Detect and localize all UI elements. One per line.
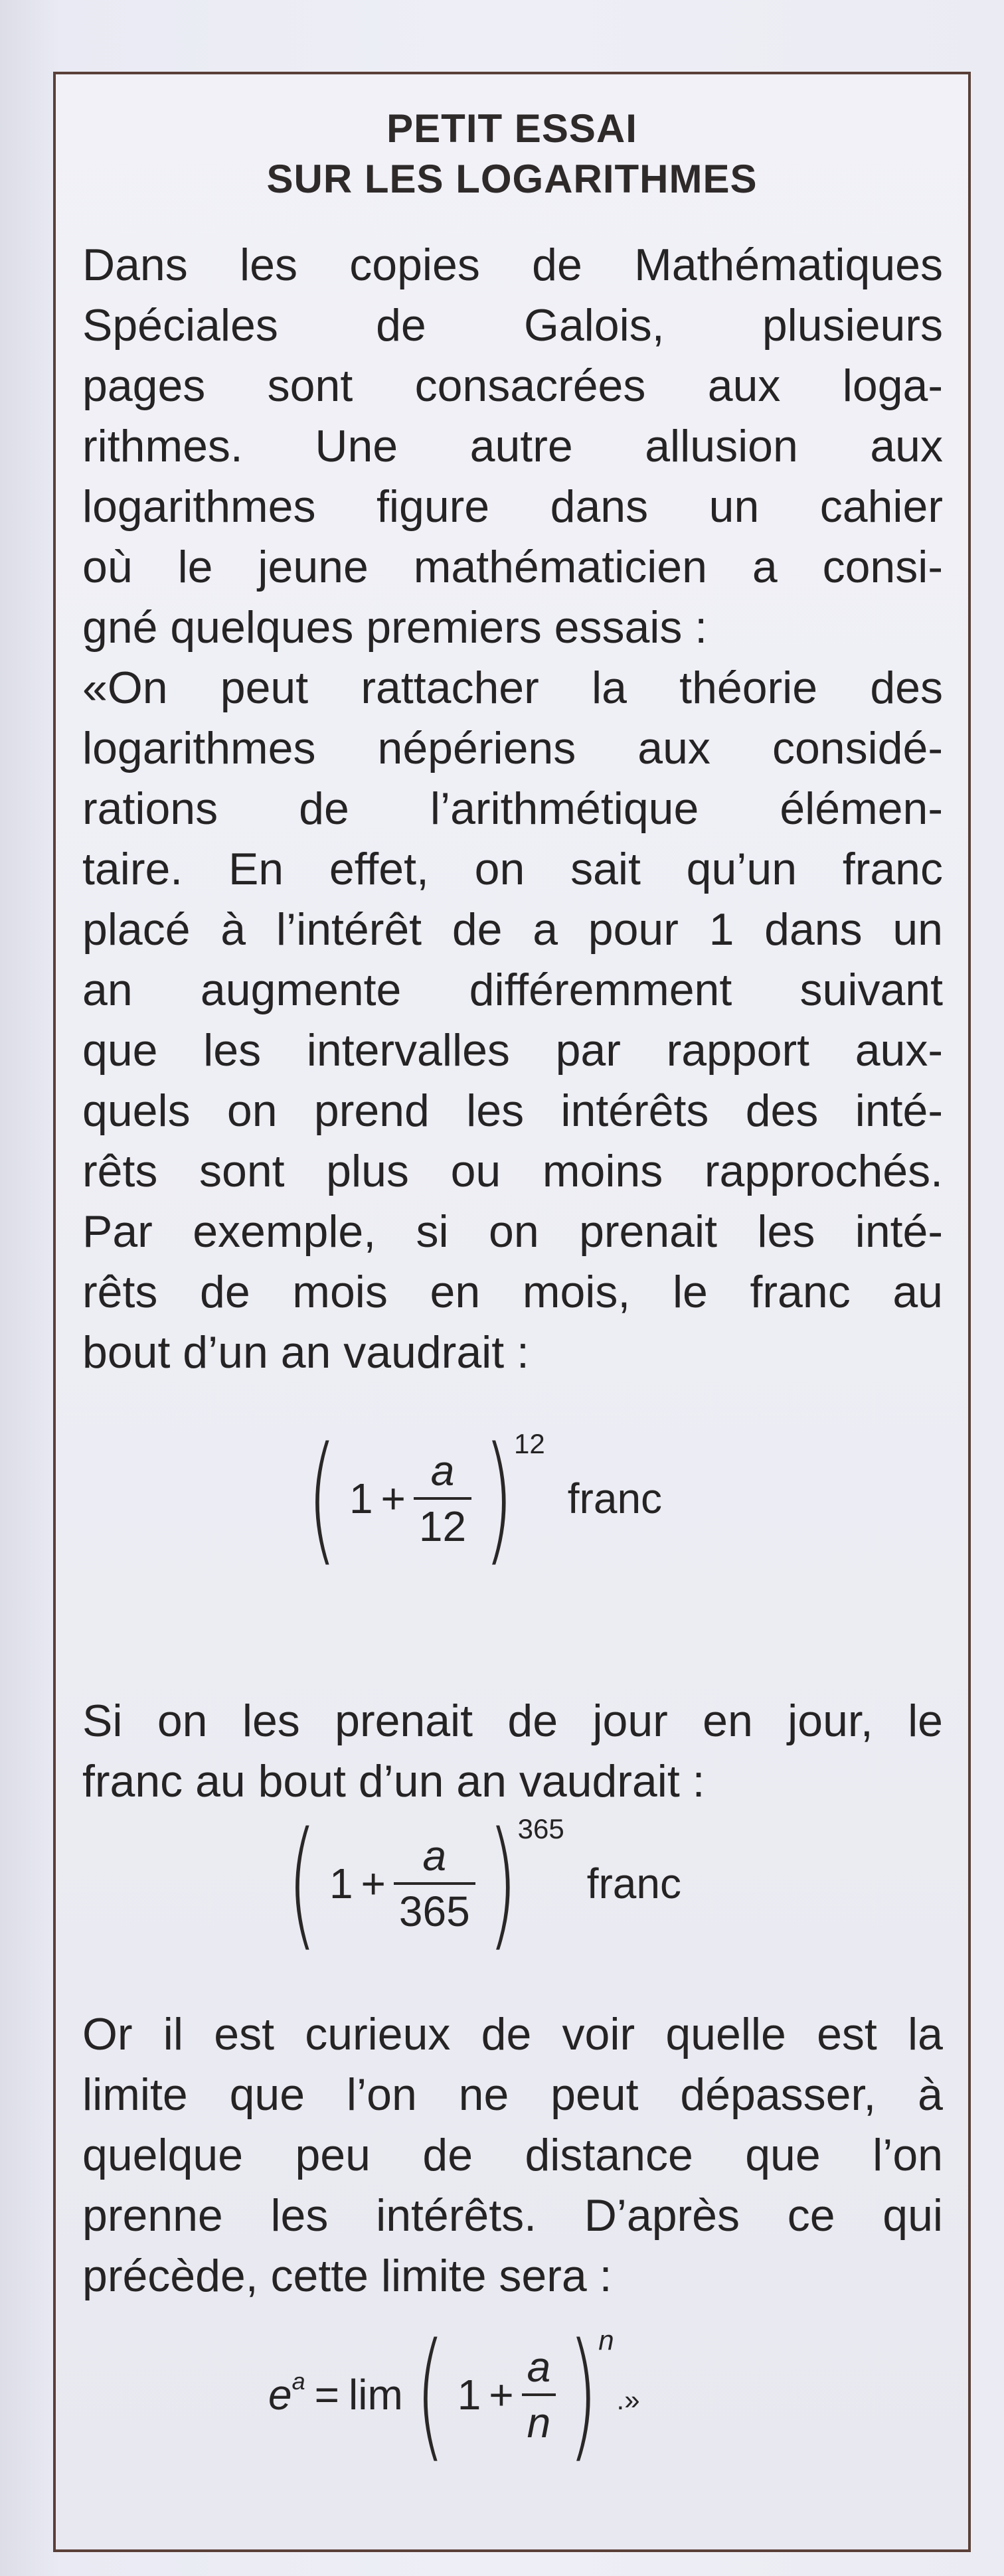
text-line: rêts sont plus ou moins rapprochés. <box>82 1146 943 1196</box>
text-line: «On peut rattacher la théorie des <box>82 663 943 713</box>
article-title-line-2: SUR LES LOGARITHMES <box>266 157 758 201</box>
text-line: que les intervalles par rapport aux- <box>82 1025 943 1076</box>
fraction-numerator: a <box>527 2343 551 2391</box>
text-line: quels on prend les intérêts des inté- <box>82 1086 943 1136</box>
formula-limit <box>56 2313 968 2518</box>
article-title-line-1: PETIT ESSAI <box>386 106 637 151</box>
text-line: prenne les intérêts. D’après ce qui <box>82 2190 943 2241</box>
text-line: Spéciales de Galois, plusieurs <box>82 300 943 351</box>
unit-label: franc <box>567 1475 663 1522</box>
text-line: Or il est curieux de voir quelle est la <box>82 2009 943 2059</box>
right-parenthesis: ) <box>568 2313 598 2476</box>
paragraph-2 <box>82 1691 943 1812</box>
text-line: rithmes. Une autre allusion aux <box>82 421 943 471</box>
text-line: limite que l’on ne peut dépasser, à <box>82 2069 943 2120</box>
base-e: e <box>268 2371 292 2419</box>
text-line: logarithmes figure dans un cahier <box>82 481 943 532</box>
text-line: où le jeune mathématicien a consi- <box>82 542 943 592</box>
text-line: franc au bout d’un an vaudrait : <box>82 1756 705 1807</box>
equals-sign: = <box>314 2371 339 2419</box>
fraction-denominator: 12 <box>418 1502 467 1550</box>
exponent: n <box>598 2324 614 2356</box>
left-parenthesis: ( <box>415 2313 446 2476</box>
text-line: Dans les copies de Mathématiques <box>82 240 943 290</box>
paragraph-1 <box>82 235 943 1383</box>
unit-label: franc <box>586 1860 681 1907</box>
text-line: taire. En effet, on sait qu’un franc <box>82 844 943 894</box>
base-exponent: a <box>292 2367 305 2395</box>
text-line: an augmente différemment suivant <box>82 965 943 1015</box>
text-line: rations de l’arithmétique élémen- <box>82 783 943 834</box>
formula-one: 1 <box>329 1860 353 1907</box>
closing-quote: .» <box>616 2384 640 2415</box>
text-line: quelque peu de distance que l’on <box>82 2130 943 2180</box>
left-parenthesis: ( <box>287 1802 317 1965</box>
plus-sign: + <box>380 1475 406 1522</box>
fraction <box>394 1834 475 1933</box>
left-parenthesis: ( <box>307 1417 337 1579</box>
text-line: placé à l’intérêt de a pour 1 dans un <box>82 904 943 955</box>
text-line: gné quelques premiers essais : <box>82 602 708 653</box>
formula-one: 1 <box>349 1475 373 1522</box>
text-line: rêts de mois en mois, le franc au <box>82 1267 943 1317</box>
formula-monthly-interest <box>56 1415 968 1615</box>
fraction-denominator: n <box>527 2399 551 2447</box>
right-parenthesis: ) <box>487 1802 518 1965</box>
limit-operator: lim <box>349 2371 403 2419</box>
text-line: Par exemple, si on prenait les inté- <box>82 1206 943 1257</box>
exponential-base <box>268 2367 305 2419</box>
text-line: Si on les prenait de jour en jour, le <box>82 1696 943 1746</box>
formula-one: 1 <box>457 2371 481 2419</box>
fraction-numerator: a <box>422 1832 447 1880</box>
exponent: 12 <box>514 1428 545 1459</box>
text-line: logarithmes népériens aux considé- <box>82 723 943 773</box>
fraction <box>522 2343 556 2447</box>
fraction-numerator: a <box>430 1447 455 1494</box>
formula-daily-interest <box>56 1802 968 2000</box>
plus-sign: + <box>361 1860 386 1907</box>
plus-sign: + <box>489 2371 514 2419</box>
text-line: précède, cette limite sera : <box>82 2251 612 2301</box>
right-parenthesis: ) <box>483 1417 514 1579</box>
text-line: pages sont consacrées aux loga- <box>82 361 943 411</box>
fraction-denominator: 365 <box>398 1888 470 1935</box>
fraction <box>414 1449 471 1548</box>
exponent: 365 <box>517 1813 564 1844</box>
article-frame <box>53 72 971 2552</box>
text-line: bout d’un an vaudrait : <box>82 1327 529 1378</box>
paragraph-3 <box>82 2004 943 2306</box>
